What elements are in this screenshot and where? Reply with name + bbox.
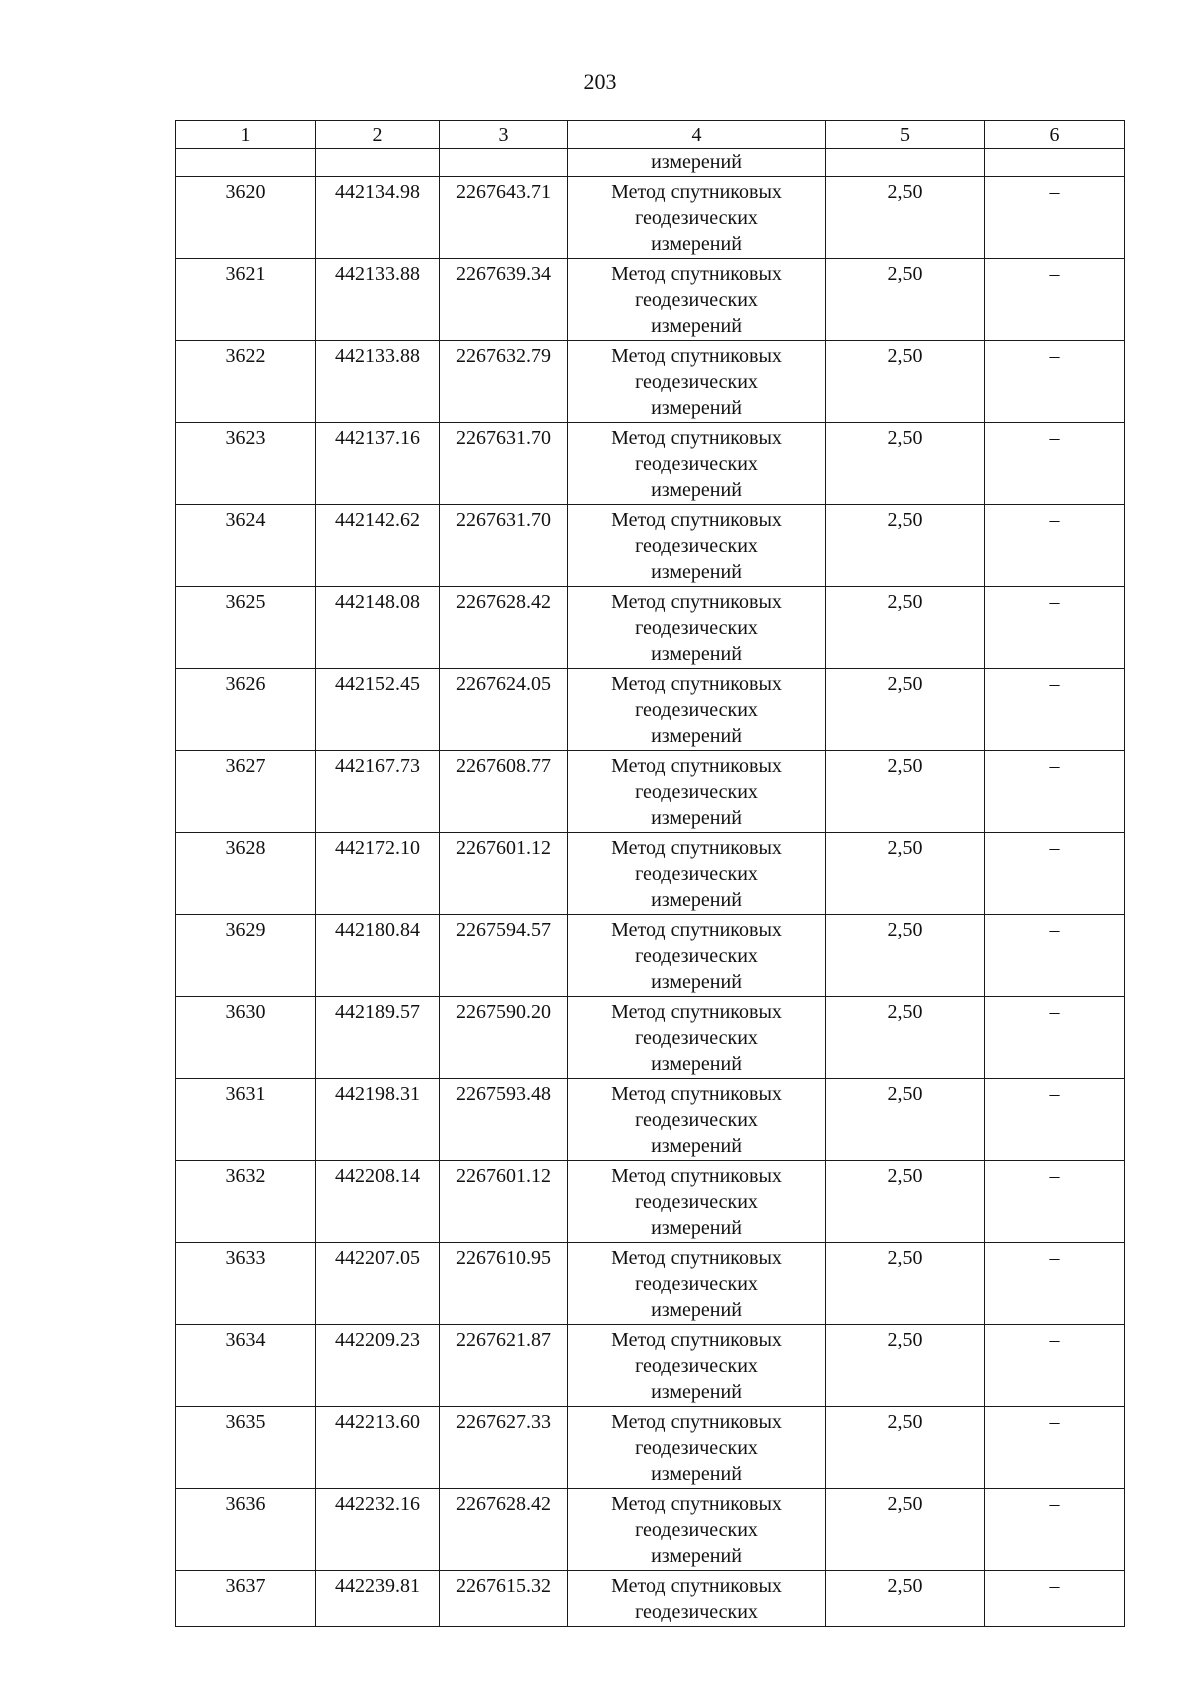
method-line: измерений: [651, 1053, 742, 1075]
continuation-cell: измерений: [568, 149, 826, 177]
method-line: геодезических: [635, 1355, 758, 1377]
note-cell: –: [985, 177, 1125, 259]
method-line: Метод спутниковых: [611, 1329, 782, 1351]
x-coordinate-cell: 442198.31: [316, 1079, 440, 1161]
method-line: геодезических: [635, 1027, 758, 1049]
note-cell: –: [985, 1571, 1125, 1627]
y-coordinate-cell: 2267628.42: [440, 587, 568, 669]
method-cell: [568, 915, 826, 997]
method-line: Метод спутниковых: [611, 345, 782, 367]
accuracy-cell: 2,50: [826, 1243, 985, 1325]
y-coordinate-cell: 2267615.32: [440, 1571, 568, 1627]
method-cell: [568, 1571, 826, 1627]
point-number-cell: 3637: [176, 1571, 316, 1627]
point-number-cell: 3632: [176, 1161, 316, 1243]
point-number-cell: 3626: [176, 669, 316, 751]
table-row: [176, 833, 1125, 915]
x-coordinate-cell: 442189.57: [316, 997, 440, 1079]
header-cell: 1: [176, 121, 316, 149]
method-line: Метод спутниковых: [611, 509, 782, 531]
point-number-cell: 3627: [176, 751, 316, 833]
accuracy-cell: 2,50: [826, 587, 985, 669]
header-cell: 5: [826, 121, 985, 149]
table-row: [176, 1161, 1125, 1243]
method-line: геодезических: [635, 617, 758, 639]
method-cell: [568, 1243, 826, 1325]
method-line: Метод спутниковых: [611, 1001, 782, 1023]
method-cell: [568, 587, 826, 669]
method-line: Метод спутниковых: [611, 1165, 782, 1187]
point-number-cell: 3622: [176, 341, 316, 423]
x-coordinate-cell: 442208.14: [316, 1161, 440, 1243]
x-coordinate-cell: 442213.60: [316, 1407, 440, 1489]
method-cell: [568, 341, 826, 423]
x-coordinate-cell: 442133.88: [316, 341, 440, 423]
method-line: Метод спутниковых: [611, 1493, 782, 1515]
point-number-cell: 3625: [176, 587, 316, 669]
header-cell: 2: [316, 121, 440, 149]
method-line: измерений: [651, 561, 742, 583]
method-cell: [568, 1079, 826, 1161]
method-line: геодезических: [635, 535, 758, 557]
accuracy-cell: 2,50: [826, 423, 985, 505]
method-line: измерений: [651, 725, 742, 747]
accuracy-cell: 2,50: [826, 1571, 985, 1627]
table-row: [176, 1079, 1125, 1161]
note-cell: –: [985, 1079, 1125, 1161]
table-row: [176, 997, 1125, 1079]
point-number-cell: 3635: [176, 1407, 316, 1489]
x-coordinate-cell: 442152.45: [316, 669, 440, 751]
method-line: измерений: [651, 1135, 742, 1157]
table-row: [176, 423, 1125, 505]
point-number-cell: 3624: [176, 505, 316, 587]
y-coordinate-cell: 2267631.70: [440, 423, 568, 505]
table-row: [176, 1571, 1125, 1627]
method-cell: [568, 259, 826, 341]
method-line: измерений: [651, 397, 742, 419]
x-coordinate-cell: 442172.10: [316, 833, 440, 915]
continuation-cell: [440, 149, 568, 177]
method-line: измерений: [651, 1299, 742, 1321]
table-row: [176, 1243, 1125, 1325]
note-cell: –: [985, 1243, 1125, 1325]
note-cell: –: [985, 423, 1125, 505]
note-cell: –: [985, 505, 1125, 587]
point-number-cell: 3629: [176, 915, 316, 997]
method-line: Метод спутниковых: [611, 673, 782, 695]
table-row: [176, 505, 1125, 587]
y-coordinate-cell: 2267624.05: [440, 669, 568, 751]
accuracy-cell: 2,50: [826, 505, 985, 587]
accuracy-cell: 2,50: [826, 259, 985, 341]
note-cell: –: [985, 341, 1125, 423]
x-coordinate-cell: 442142.62: [316, 505, 440, 587]
method-line: Метод спутниковых: [611, 837, 782, 859]
table-row: [176, 259, 1125, 341]
note-cell: –: [985, 1489, 1125, 1571]
method-cell: [568, 669, 826, 751]
note-cell: –: [985, 915, 1125, 997]
y-coordinate-cell: 2267593.48: [440, 1079, 568, 1161]
method-line: Метод спутниковых: [611, 919, 782, 941]
continuation-cell: [316, 149, 440, 177]
header-cell: 3: [440, 121, 568, 149]
table-row: [176, 751, 1125, 833]
y-coordinate-cell: 2267594.57: [440, 915, 568, 997]
method-line: геодезических: [635, 781, 758, 803]
accuracy-cell: 2,50: [826, 1407, 985, 1489]
method-cell: [568, 1407, 826, 1489]
y-coordinate-cell: 2267631.70: [440, 505, 568, 587]
header-cell: 6: [985, 121, 1125, 149]
point-number-cell: 3628: [176, 833, 316, 915]
point-number-cell: 3630: [176, 997, 316, 1079]
point-number-cell: 3621: [176, 259, 316, 341]
y-coordinate-cell: 2267639.34: [440, 259, 568, 341]
coordinates-table: [175, 120, 1125, 1627]
method-line: геодезических: [635, 207, 758, 229]
continuation-cell: [176, 149, 316, 177]
y-coordinate-cell: 2267621.87: [440, 1325, 568, 1407]
method-line: Метод спутниковых: [611, 427, 782, 449]
x-coordinate-cell: 442232.16: [316, 1489, 440, 1571]
method-line: измерений: [651, 889, 742, 911]
y-coordinate-cell: 2267610.95: [440, 1243, 568, 1325]
method-line: измерений: [651, 1381, 742, 1403]
method-line: Метод спутниковых: [611, 1575, 782, 1597]
note-cell: –: [985, 833, 1125, 915]
y-coordinate-cell: 2267643.71: [440, 177, 568, 259]
method-line: геодезических: [635, 1273, 758, 1295]
method-cell: [568, 997, 826, 1079]
method-line: геодезических: [635, 289, 758, 311]
method-line: Метод спутниковых: [611, 591, 782, 613]
continuation-row: [176, 149, 1125, 177]
method-line: измерений: [651, 479, 742, 501]
point-number-cell: 3634: [176, 1325, 316, 1407]
table-row: [176, 1325, 1125, 1407]
accuracy-cell: 2,50: [826, 833, 985, 915]
method-line: Метод спутниковых: [611, 181, 782, 203]
method-line: Метод спутниковых: [611, 1083, 782, 1105]
table-row: [176, 915, 1125, 997]
method-line: Метод спутниковых: [611, 1247, 782, 1269]
method-line: геодезических: [635, 699, 758, 721]
x-coordinate-cell: 442134.98: [316, 177, 440, 259]
y-coordinate-cell: 2267590.20: [440, 997, 568, 1079]
point-number-cell: 3623: [176, 423, 316, 505]
point-number-cell: 3620: [176, 177, 316, 259]
y-coordinate-cell: 2267601.12: [440, 833, 568, 915]
x-coordinate-cell: 442133.88: [316, 259, 440, 341]
method-cell: [568, 423, 826, 505]
continuation-cell: [826, 149, 985, 177]
x-coordinate-cell: 442207.05: [316, 1243, 440, 1325]
method-line: измерений: [651, 807, 742, 829]
note-cell: –: [985, 751, 1125, 833]
method-line: геодезических: [635, 945, 758, 967]
y-coordinate-cell: 2267608.77: [440, 751, 568, 833]
point-number-cell: 3636: [176, 1489, 316, 1571]
method-line: измерений: [651, 1463, 742, 1485]
note-cell: –: [985, 669, 1125, 751]
table-row: [176, 587, 1125, 669]
y-coordinate-cell: 2267601.12: [440, 1161, 568, 1243]
y-coordinate-cell: 2267628.42: [440, 1489, 568, 1571]
point-number-cell: 3631: [176, 1079, 316, 1161]
method-line: измерений: [651, 1545, 742, 1567]
table-header-row: [176, 121, 1125, 149]
method-line: Метод спутниковых: [611, 263, 782, 285]
method-line: измерений: [651, 643, 742, 665]
method-line: геодезических: [635, 1437, 758, 1459]
accuracy-cell: 2,50: [826, 1161, 985, 1243]
method-line: измерений: [651, 233, 742, 255]
method-line: геодезических: [635, 1109, 758, 1131]
x-coordinate-cell: 442180.84: [316, 915, 440, 997]
header-cell: 4: [568, 121, 826, 149]
accuracy-cell: 2,50: [826, 751, 985, 833]
method-cell: [568, 1161, 826, 1243]
method-cell: [568, 505, 826, 587]
method-line: измерений: [651, 1217, 742, 1239]
x-coordinate-cell: 442209.23: [316, 1325, 440, 1407]
x-coordinate-cell: 442167.73: [316, 751, 440, 833]
x-coordinate-cell: 442137.16: [316, 423, 440, 505]
table-row: [176, 1489, 1125, 1571]
note-cell: –: [985, 587, 1125, 669]
method-cell: [568, 177, 826, 259]
continuation-cell: [985, 149, 1125, 177]
table-row: [176, 669, 1125, 751]
method-line: геодезических: [635, 1191, 758, 1213]
method-line: измерений: [651, 971, 742, 993]
accuracy-cell: 2,50: [826, 1079, 985, 1161]
accuracy-cell: 2,50: [826, 1489, 985, 1571]
method-line: геодезических: [635, 1519, 758, 1541]
note-cell: –: [985, 1325, 1125, 1407]
method-cell: [568, 1325, 826, 1407]
method-line: геодезических: [635, 453, 758, 475]
table-row: [176, 1407, 1125, 1489]
note-cell: –: [985, 259, 1125, 341]
page-number: 203: [583, 69, 617, 94]
note-cell: –: [985, 997, 1125, 1079]
accuracy-cell: 2,50: [826, 177, 985, 259]
method-cell: [568, 1489, 826, 1571]
y-coordinate-cell: 2267627.33: [440, 1407, 568, 1489]
method-line: Метод спутниковых: [611, 755, 782, 777]
note-cell: –: [985, 1407, 1125, 1489]
method-cell: [568, 833, 826, 915]
method-cell: [568, 751, 826, 833]
x-coordinate-cell: 442148.08: [316, 587, 440, 669]
y-coordinate-cell: 2267632.79: [440, 341, 568, 423]
table-row: [176, 341, 1125, 423]
x-coordinate-cell: 442239.81: [316, 1571, 440, 1627]
method-line: геодезических: [635, 1601, 758, 1623]
accuracy-cell: 2,50: [826, 341, 985, 423]
method-line: геодезических: [635, 863, 758, 885]
accuracy-cell: 2,50: [826, 997, 985, 1079]
method-line: измерений: [651, 315, 742, 337]
table-row: [176, 177, 1125, 259]
method-line: геодезических: [635, 371, 758, 393]
accuracy-cell: 2,50: [826, 915, 985, 997]
accuracy-cell: 2,50: [826, 669, 985, 751]
note-cell: –: [985, 1161, 1125, 1243]
point-number-cell: 3633: [176, 1243, 316, 1325]
accuracy-cell: 2,50: [826, 1325, 985, 1407]
method-line: Метод спутниковых: [611, 1411, 782, 1433]
